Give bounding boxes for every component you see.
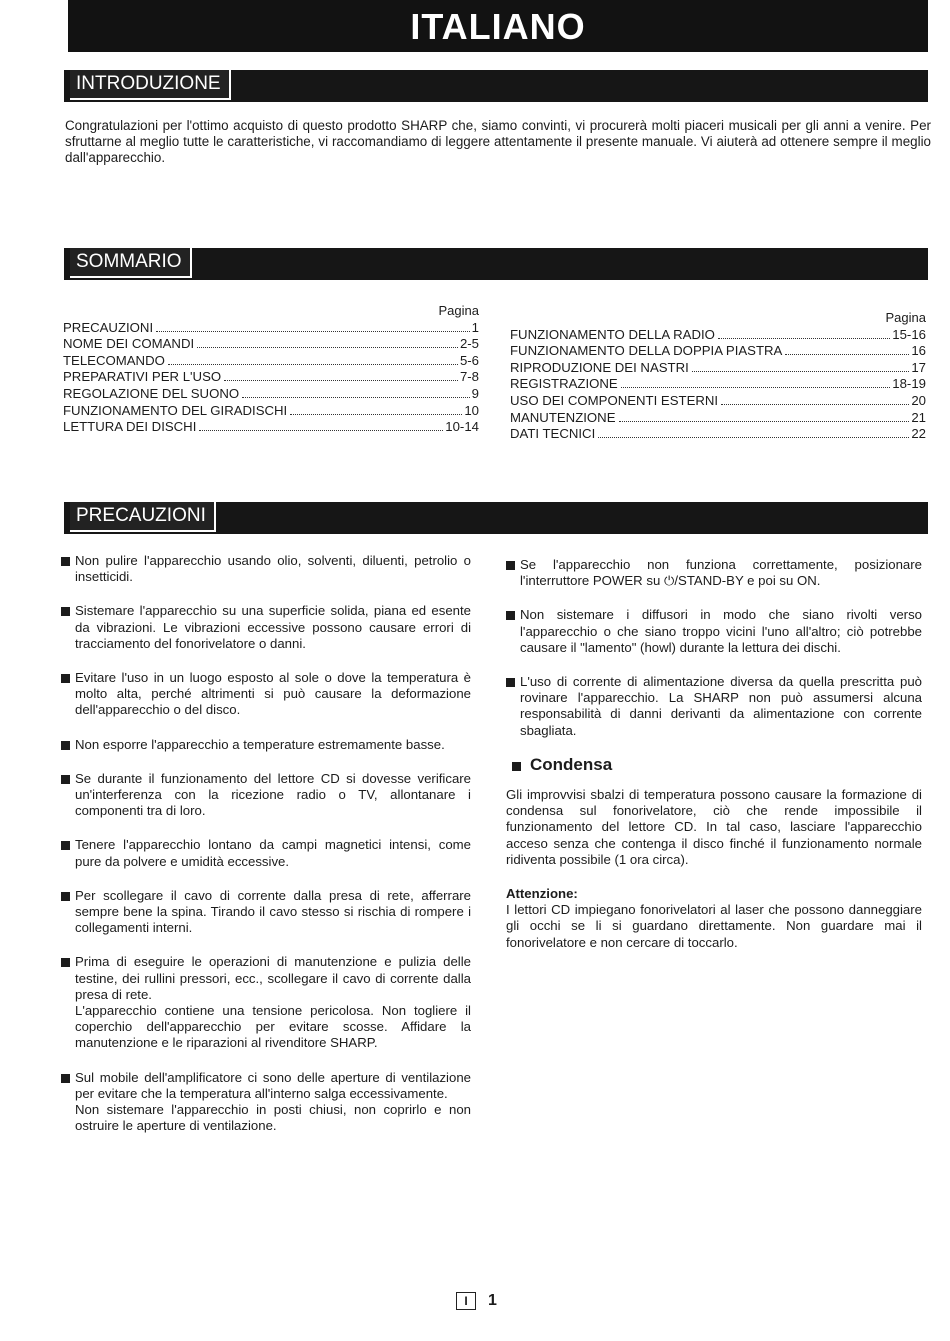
precaution-text: Tenere l'apparecchio lontano da campi magnetici intensi, come pure da polvere e umidità eccessive.	[75, 837, 471, 869]
toc-entry-title: RIPRODUZIONE DEI NASTRI	[510, 359, 689, 375]
precaution-item	[61, 888, 471, 937]
toc-entry-page: 2-5	[459, 336, 479, 352]
precaution-item	[61, 737, 471, 753]
precaution-text: Non sistemare i diffusori in modo che siano rivolti verso l'apparecchio o che siano troppo vicini l'uno all'altro; ciò potrebbe causare il "lamento" (howl) durante la lettura dei dischi.	[520, 607, 922, 655]
condensa-heading	[506, 754, 922, 774]
toc-leader-dots	[168, 364, 458, 365]
toc-row	[63, 353, 479, 370]
section-bar-introduzione	[64, 70, 928, 102]
toc-entry-page: 16	[911, 343, 926, 359]
toc-row	[63, 386, 479, 403]
toc-entry-page: 1	[471, 319, 479, 335]
toc-leader-dots	[156, 331, 470, 332]
precaution-extra-text: L'apparecchio contiene una tensione pericolosa. Non togliere il coperchio dell'apparecchio per evitare scosse. Affidare la manutenzione e le riparazioni al rivenditore SHARP.	[75, 1003, 471, 1051]
toc-entry-page: 10-14	[445, 419, 479, 435]
toc-leader-dots	[785, 354, 909, 355]
toc-row	[63, 320, 479, 337]
precaution-text: Se l'apparecchio non funziona correttamente, posizionare l'interruttore POWER su ⏻/STAND-BY e poi su ON.	[520, 557, 922, 589]
toc-row	[510, 343, 926, 360]
precaution-text: Non pulire l'apparecchio usando olio, solventi, diluenti, petrolio o insetticidi.	[75, 553, 471, 585]
square-bullet-icon	[61, 741, 70, 750]
toc-row	[510, 410, 926, 427]
square-bullet-icon	[61, 958, 70, 967]
section-bar-sommario	[64, 248, 928, 280]
toc-entry-title: FUNZIONAMENTO DELLA DOPPIA PIASTRA	[510, 343, 783, 359]
toc-entry-title: REGISTRAZIONE	[510, 376, 618, 392]
precaution-item	[61, 553, 471, 585]
square-bullet-icon	[512, 762, 521, 771]
precaution-extra-text: Non sistemare l'apparecchio in posti chiusi, non coprirlo e non ostruire le aperture di ventilazione.	[75, 1102, 471, 1134]
toc-entry-title: NOME DEI COMANDI	[63, 336, 195, 352]
toc-entry-page: 5-6	[459, 352, 479, 368]
precaution-item	[61, 837, 471, 869]
toc-pagina-label-right: Pagina	[885, 310, 926, 325]
toc-row	[63, 369, 479, 386]
toc-entry-title: TELECOMANDO	[63, 352, 165, 368]
toc-entry-page: 15-16	[892, 326, 926, 342]
section-title-introduzione: INTRODUZIONE	[70, 70, 231, 100]
toc-entry-page: 10	[464, 402, 479, 418]
precaution-item	[506, 557, 922, 589]
precaution-text: Sul mobile dell'amplificatore ci sono delle aperture di ventilazione per evitare che la temperatura all'interno salga eccessivamente.	[75, 1069, 471, 1101]
language-title-bar	[68, 0, 928, 52]
toc-entry-page: 20	[911, 392, 926, 408]
toc-leader-dots	[692, 371, 910, 372]
toc-row	[63, 336, 479, 353]
attention-paragraph: I lettori CD impiegano fonorivelatori al laser che possono danneggiare gli occhi se li si guardano direttamente. Non guardare mai il fonorivelatore e non cercare di toccarlo.	[506, 902, 922, 950]
page-number: 1	[488, 1292, 497, 1309]
toc-row	[63, 403, 479, 420]
precaution-text: Non esporre l'apparecchio a temperature estremamente basse.	[75, 736, 445, 752]
square-bullet-icon	[61, 841, 70, 850]
toc-leader-dots	[197, 347, 458, 348]
precaution-item	[61, 1070, 471, 1135]
precaution-text: Se durante il funzionamento del lettore CD si dovesse verificare un'interferenza con la ricezione radio o TV, allontanare i componenti tra di loro.	[75, 770, 471, 819]
toc-leader-dots	[619, 421, 910, 422]
precautions-left-column	[61, 553, 471, 1152]
toc-entry-title: FUNZIONAMENTO DELLA RADIO	[510, 326, 715, 342]
toc-leader-dots	[242, 397, 470, 398]
toc-entry-title: REGOLAZIONE DEL SUONO	[63, 385, 240, 401]
section-title-precauzioni: PRECAUZIONI	[70, 502, 216, 532]
square-bullet-icon	[61, 892, 70, 901]
precaution-text: Prima di eseguire le operazioni di manutenzione e pulizia delle testine, dei rullini pressori, ecc., scollegare il cavo di corrente dalla presa di rete.	[75, 954, 471, 1002]
precautions-right-column	[506, 557, 922, 969]
toc-leader-dots	[598, 437, 909, 438]
toc-row	[510, 426, 926, 443]
precaution-text: Evitare l'uso in un luogo esposto al sole o dove la temperatura è molto alta, perché altrimenti si può causare la deformazione dell'apparecchio o del disco.	[75, 670, 471, 718]
toc-row	[510, 376, 926, 393]
toc-entry-page: 9	[471, 385, 479, 401]
square-bullet-icon	[61, 775, 70, 784]
toc-entry-title: FUNZIONAMENTO DEL GIRADISCHI	[63, 402, 288, 418]
condensa-heading-text: Condensa	[530, 754, 613, 774]
square-bullet-icon	[61, 1074, 70, 1083]
toc-entry-page: 18-19	[892, 376, 926, 392]
toc-entry-title: DATI TECNICI	[510, 426, 596, 442]
precaution-item	[61, 954, 471, 1051]
toc-entry-page: 21	[911, 409, 926, 425]
precaution-item	[61, 670, 471, 719]
square-bullet-icon	[506, 561, 515, 570]
toc-leader-dots	[621, 387, 891, 388]
toc-entry-title: PREPARATIVI PER L'USO	[63, 369, 222, 385]
precaution-item	[61, 603, 471, 652]
square-bullet-icon	[61, 607, 70, 616]
toc-entry-title: LETTURA DEI DISCHI	[63, 419, 197, 435]
toc-row	[510, 393, 926, 410]
toc-leader-dots	[290, 414, 462, 415]
toc-left-list	[63, 320, 479, 436]
toc-leader-dots	[224, 380, 458, 381]
section-title-sommario: SOMMARIO	[70, 248, 192, 278]
toc-row	[510, 327, 926, 344]
precaution-text: Per scollegare il cavo di corrente dalla presa di rete, afferrare sempre bene la spina. Tirando il cavo stesso si rischia di rompere i collegamenti interni.	[75, 887, 471, 936]
toc-entry-title: USO DEI COMPONENTI ESTERNI	[510, 392, 719, 408]
toc-row	[63, 419, 479, 436]
section-bar-precauzioni	[64, 502, 928, 534]
toc-left-column	[63, 303, 479, 436]
precaution-item	[61, 771, 471, 820]
language-code-box: I	[456, 1292, 476, 1310]
toc-pagina-label: Pagina	[438, 303, 479, 318]
condensa-paragraph: Gli improvvisi sbalzi di temperatura possono causare la formazione di condensa sul fonorivelatore, ciò che rende impossibile il funzionamento del lettore CD. In tal caso, lasciare l'apparecchio acceso senza che contenga il disco finché il funzionamento normale ridiventa possibile (1 ora circa).	[506, 787, 922, 867]
toc-row	[510, 360, 926, 377]
intro-paragraph: Congratulazioni per l'ottimo acquisto di questo prodotto SHARP che, siamo convinti, vi procurerà molti piaceri musicali per gli anni a venire. Per sfruttarne al meglio tutte le caratteristiche, vi raccomandiamo di leggere attentamente il presente manuale. Vi aiuterà ad ottenere sempre il meglio dall'apparecchio.	[65, 118, 931, 165]
attention-title: Attenzione:	[506, 886, 578, 902]
language-title: ITALIANO	[410, 6, 586, 47]
precaution-text: Sistemare l'apparecchio su una superficie solida, piana ed esente da vibrazioni. Le vibrazioni eccessive possono causare errori di tracciamento del fonorivelatore o danni.	[75, 603, 471, 651]
toc-right-column	[510, 310, 926, 443]
toc-entry-page: 17	[911, 359, 926, 375]
toc-leader-dots	[721, 404, 909, 405]
square-bullet-icon	[506, 611, 515, 620]
square-bullet-icon	[61, 674, 70, 683]
page-footer	[456, 1292, 497, 1310]
precautions-right-list	[506, 557, 922, 739]
precaution-item	[506, 674, 922, 739]
toc-entry-page: 22	[911, 426, 926, 442]
toc-leader-dots	[199, 430, 443, 431]
precaution-item	[506, 607, 922, 656]
square-bullet-icon	[506, 678, 515, 687]
toc-right-list	[510, 327, 926, 443]
toc-entry-title: PRECAUZIONI	[63, 319, 154, 335]
precaution-text: L'uso di corrente di alimentazione diversa da quella prescritta può rovinare l'apparecchio. La SHARP non può assumersi alcuna responsabilità di danni derivanti da alimentazione con corrente sbagliata.	[520, 674, 922, 738]
toc-entry-page: 7-8	[459, 369, 479, 385]
square-bullet-icon	[61, 557, 70, 566]
toc-entry-title: MANUTENZIONE	[510, 409, 616, 425]
toc-leader-dots	[718, 338, 890, 339]
